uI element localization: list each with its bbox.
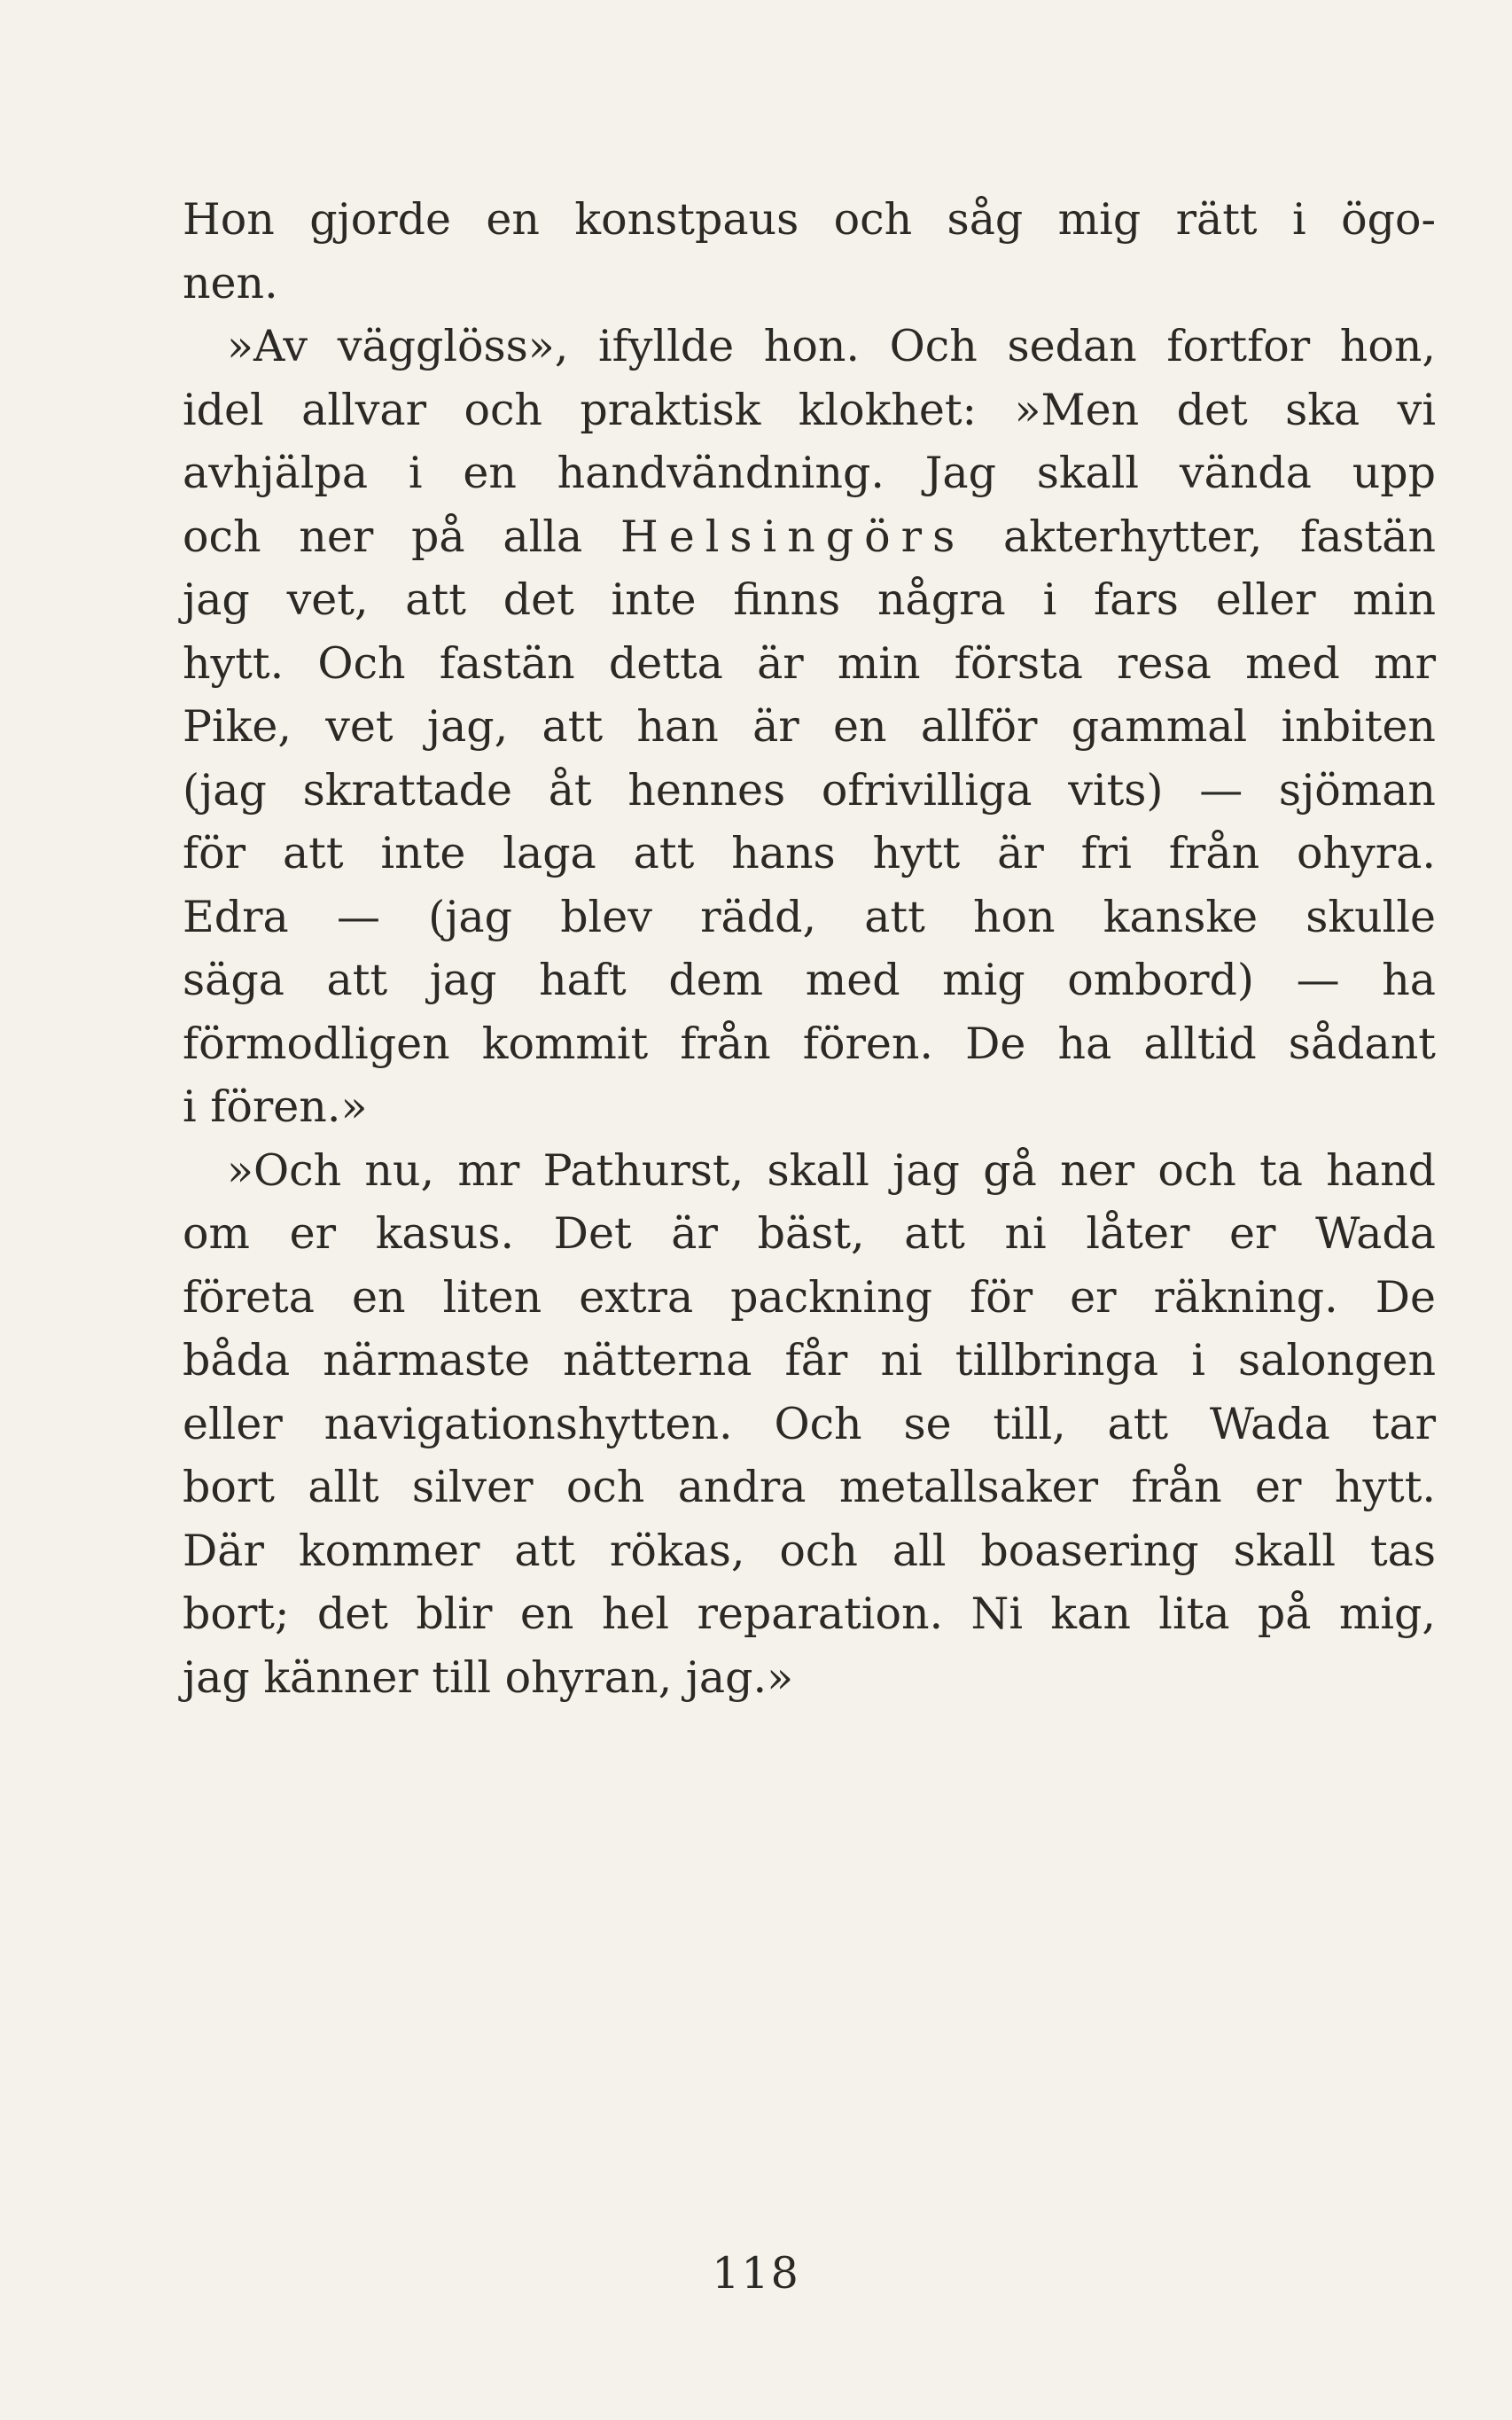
text-line: säga att jag haft dem med mig ombord) — ha bbox=[183, 955, 1436, 1005]
text-line: Hon gjorde en konstpaus och såg mig rätt i ögo- bbox=[183, 194, 1436, 245]
text-line: om er kasus. Det är bäst, att ni låter er Wada bbox=[183, 1208, 1436, 1259]
text-line: eller navigationshytten. Och se till, att Wada tar bbox=[183, 1398, 1436, 1449]
text-line: Pike, vet jag, att han är en allför gammal inbiten bbox=[183, 701, 1436, 752]
text-line: Där kommer att rökas, och all boasering skall tas bbox=[183, 1525, 1436, 1576]
text-line: bort allt silver och andra metallsaker från er hytt. bbox=[183, 1462, 1436, 1512]
text-line-with-spaced-word bbox=[183, 505, 1436, 569]
text-line: jag vet, att det inte finns några i fars eller min bbox=[183, 574, 1436, 625]
text-line: (jag skrattade åt hennes ofrivilliga vits) — sjöman bbox=[183, 764, 1436, 816]
page-number: 118 bbox=[712, 2248, 800, 2299]
text-line: »Av vägglöss», ifyllde hon. Och sedan fortfor hon, bbox=[227, 321, 1436, 371]
text-line: »Och nu, mr Pathurst, skall jag gå ner och ta hand bbox=[227, 1144, 1436, 1196]
body-text bbox=[183, 188, 1436, 1709]
text-line: förmodligen kommit från fören. De ha alltid sådant bbox=[183, 1018, 1436, 1069]
spaced-ship-name: Helsingörs bbox=[620, 511, 966, 562]
text-line: jag känner till ohyran, jag.» bbox=[183, 1651, 794, 1703]
text-fragment: och ner på alla bbox=[183, 511, 583, 562]
text-fragment: akterhytter, fastän bbox=[1003, 511, 1437, 562]
text-line: företa en liten extra packning för er räkning. De bbox=[183, 1271, 1436, 1323]
text-line: i fören.» bbox=[183, 1081, 368, 1132]
text-line: Edra — (jag blev rädd, att hon kanske skulle bbox=[183, 891, 1436, 942]
text-line: idel allvar och praktisk klokhet: »Men det ska vi bbox=[183, 384, 1436, 435]
text-line: nen. bbox=[183, 257, 278, 308]
text-line: båda närmaste nätterna får ni tillbringa i salongen bbox=[183, 1335, 1436, 1386]
text-line: hytt. Och fastän detta är min första resa med mr bbox=[183, 637, 1436, 689]
text-line: avhjälpa i en handvändning. Jag skall vända upp bbox=[183, 448, 1436, 498]
text-line: bort; det blir en hel reparation. Ni kan lita på mig, bbox=[183, 1589, 1436, 1639]
text-line: för att inte laga att hans hytt är fri från ohyra. bbox=[183, 828, 1436, 878]
